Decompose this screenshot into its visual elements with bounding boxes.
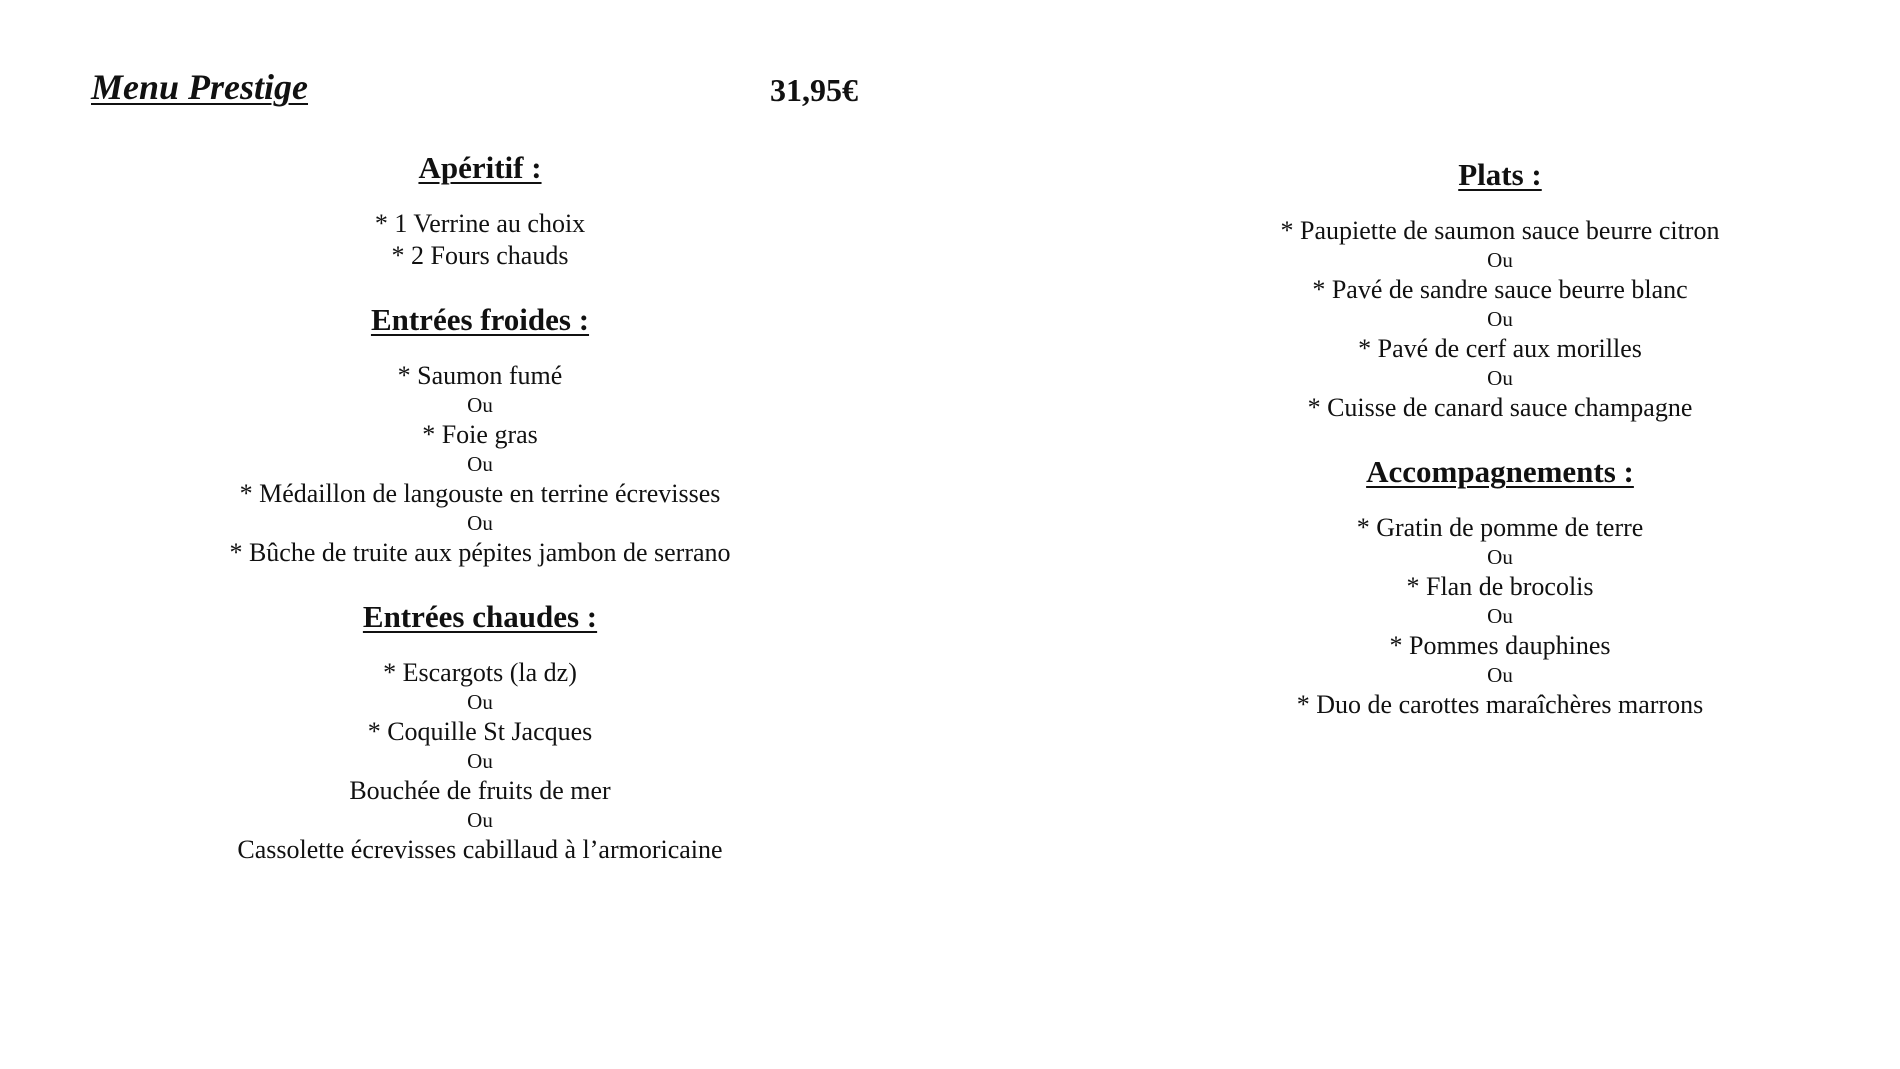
menu-item: * Pavé de cerf aux morilles <box>1358 334 1642 363</box>
menu-item: * Paupiette de saumon sauce beurre citron <box>1280 216 1720 245</box>
section-plats <box>1180 151 1820 424</box>
or-separator: Ou <box>467 452 493 476</box>
or-separator: Ou <box>1487 248 1513 272</box>
section-heading-accompagnements: Accompagnements : <box>1366 454 1634 489</box>
section-entrees-chaudes <box>160 593 800 866</box>
menu-item: * Bûche de truite aux pépites jambon de serrano <box>229 538 731 567</box>
menu-item: * Médaillon de langouste en terrine écrevisses <box>239 479 721 508</box>
or-separator: Ou <box>467 749 493 773</box>
section-entrees-froides <box>160 296 800 569</box>
menu-item: * Flan de brocolis <box>1406 572 1594 601</box>
or-separator: Ou <box>467 393 493 417</box>
or-separator: Ou <box>1487 307 1513 331</box>
right-column <box>1180 151 1820 745</box>
menu-price: 31,95€ <box>770 72 858 108</box>
menu-item: * 1 Verrine au choix <box>374 209 586 238</box>
section-heading-aperitif: Apéritif : <box>418 150 542 185</box>
menu-item: * Saumon fumé <box>397 361 563 390</box>
menu-item: * Escargots (la dz) <box>383 658 577 687</box>
menu-item: * Pommes dauphines <box>1389 631 1611 660</box>
menu-item: * Gratin de pomme de terre <box>1356 513 1644 542</box>
menu-item: Bouchée de fruits de mer <box>349 776 611 805</box>
menu-item: * Duo de carottes maraîchères marrons <box>1296 690 1704 719</box>
menu-item: * Coquille St Jacques <box>367 717 593 746</box>
section-accompagnements <box>1180 448 1820 721</box>
or-separator: Ou <box>1487 366 1513 390</box>
or-separator: Ou <box>467 690 493 714</box>
left-column <box>160 144 800 890</box>
or-separator: Ou <box>467 511 493 535</box>
menu-title: Menu Prestige <box>91 67 309 107</box>
section-heading-entrees-froides: Entrées froides : <box>370 302 590 337</box>
or-separator: Ou <box>1487 604 1513 628</box>
section-heading-entrees-chaudes: Entrées chaudes : <box>362 599 598 634</box>
menu-item: * Foie gras <box>422 420 538 449</box>
menu-item: * Cuisse de canard sauce champagne <box>1307 393 1693 422</box>
menu-item: Cassolette écrevisses cabillaud à l’armoricaine <box>237 835 723 864</box>
section-aperitif <box>160 144 800 272</box>
section-heading-plats: Plats : <box>1458 157 1542 192</box>
or-separator: Ou <box>1487 545 1513 569</box>
or-separator: Ou <box>1487 663 1513 687</box>
or-separator: Ou <box>467 808 493 832</box>
menu-item: * 2 Fours chauds <box>391 241 569 270</box>
menu-item: * Pavé de sandre sauce beurre blanc <box>1312 275 1688 304</box>
